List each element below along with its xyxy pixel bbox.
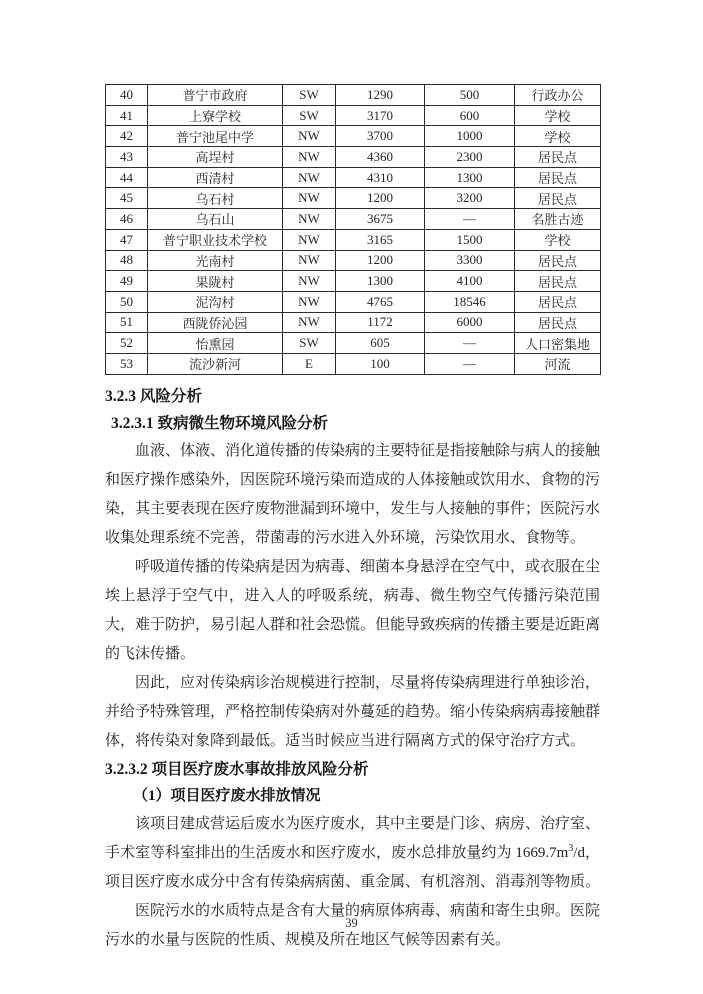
table-cell: NW <box>283 291 336 312</box>
heading-3-2-3-2: 3.2.3.2 项目医疗废水事故排放风险分析 <box>105 760 369 778</box>
table-cell: 49 <box>106 271 148 292</box>
paragraph-blood-transmission: 血液、体液、消化道传播的传染病的主要特征是指接触除与病人的接触和医疗操作感染外，因医院环境污染而造成的人体接触或饮用水、食物的污染，其主要表现在医疗废物泄漏到环境中，发生与人接触的事件；医院污水收集处理系统不完善，带菌毒的污水进入外环境，污染饮用水、食物等。 <box>105 442 601 546</box>
table-cell: 18546 <box>425 291 515 312</box>
table-cell: NW <box>283 126 336 147</box>
table-cell: 普宁池尾中学 <box>148 126 283 147</box>
table-cell: 1290 <box>336 85 425 106</box>
table-cell: 居民点 <box>515 188 601 209</box>
wastewater-text-after: /d，项目医疗废水成分中含有传染病病菌、重金属、有机溶剂、消毒剂等物质。 <box>105 844 601 890</box>
table-cell: 48 <box>106 250 148 271</box>
table-row <box>106 333 601 354</box>
table-cell: NW <box>283 147 336 168</box>
table-cell: 泥沟村 <box>148 291 283 312</box>
table-cell: 53 <box>106 353 148 374</box>
table-cell: 600 <box>425 105 515 126</box>
paragraph-control-measures: 因此，应对传染病诊治规模进行控制，尽量将传染病理进行单独诊治，并给予特殊管理，严格控制传染病对外蔓延的趋势。缩小传染病病毒接触群体，将传染对象降到最低。适当时候应当进行隔离方式的保守治疗方式。 <box>105 674 601 749</box>
table-cell: NW <box>283 250 336 271</box>
table-cell: 3200 <box>425 188 515 209</box>
table-cell: 3700 <box>336 126 425 147</box>
table-cell: 2300 <box>425 147 515 168</box>
table-row <box>106 85 601 106</box>
table-cell: — <box>425 209 515 230</box>
table-cell: 40 <box>106 85 148 106</box>
table-row <box>106 209 601 230</box>
table-cell: SW <box>283 85 336 106</box>
table-cell: 6000 <box>425 312 515 333</box>
table-row <box>106 353 601 374</box>
table-cell: SW <box>283 105 336 126</box>
table-cell: 41 <box>106 105 148 126</box>
table-cell: 怡熏园 <box>148 333 283 354</box>
table-cell: 居民点 <box>515 147 601 168</box>
table-cell: 1200 <box>336 188 425 209</box>
table-row <box>106 167 601 188</box>
table-cell: 46 <box>106 209 148 230</box>
table-cell: 51 <box>106 312 148 333</box>
table-cell: NW <box>283 229 336 250</box>
table-cell: NW <box>283 167 336 188</box>
table-cell: 居民点 <box>515 250 601 271</box>
paragraph-respiratory-transmission: 呼吸道传播的传染病是因为病毒、细菌本身悬浮在空气中，或衣服在尘埃上悬浮于空气中，进入人的呼吸系统，病毒、微生物空气传播污染范围大，难于防护，易引起人群和社会恐慌。但能导致疾病的传播主要是近距离的飞沫传播。 <box>105 558 601 662</box>
table-row <box>106 229 601 250</box>
table-cell: 52 <box>106 333 148 354</box>
table-cell: 1500 <box>425 229 515 250</box>
table-cell: E <box>283 353 336 374</box>
table-row <box>106 147 601 168</box>
table-cell: 3675 <box>336 209 425 230</box>
table-cell: 学校 <box>515 126 601 147</box>
heading-wastewater-discharge: （1）项目医疗废水排放情况 <box>133 787 321 804</box>
table-cell: NW <box>283 312 336 333</box>
table-cell: 3165 <box>336 229 425 250</box>
table-cell: 普宁市政府 <box>148 85 283 106</box>
table-cell: 居民点 <box>515 312 601 333</box>
table-cell: 乌石村 <box>148 188 283 209</box>
table-cell: 人口密集地 <box>515 333 601 354</box>
table-cell: 43 <box>106 147 148 168</box>
table-cell: NW <box>283 209 336 230</box>
table-cell: 605 <box>336 333 425 354</box>
table-cell: 47 <box>106 229 148 250</box>
table-cell: 42 <box>106 126 148 147</box>
table-row <box>106 312 601 333</box>
page-content <box>105 84 600 955</box>
table-cell: 1200 <box>336 250 425 271</box>
table-cell: 44 <box>106 167 148 188</box>
table-cell: 行政办公 <box>515 85 601 106</box>
table-cell: 河流 <box>515 353 601 374</box>
table-cell: 高埕村 <box>148 147 283 168</box>
table-cell: 普宁职业技术学校 <box>148 229 283 250</box>
table-cell: 名胜古迹 <box>515 209 601 230</box>
table-cell: 光南村 <box>148 250 283 271</box>
table-cell: 3300 <box>425 250 515 271</box>
table-cell: SW <box>283 333 336 354</box>
table-cell: 学校 <box>515 229 601 250</box>
table-cell: 1300 <box>425 167 515 188</box>
table-cell: 100 <box>336 353 425 374</box>
hazard-table-body <box>106 85 601 375</box>
table-cell: NW <box>283 188 336 209</box>
table-row <box>106 126 601 147</box>
table-cell: 1172 <box>336 312 425 333</box>
table-cell: — <box>425 333 515 354</box>
paragraph-water-quality: 医院污水的水质特点是含有大量的病原体病毒、病菌和寄生虫卵。医院污水的水量与医院的性质、规模及所在地区气候等因素有关。 <box>105 902 601 948</box>
table-cell: 1300 <box>336 271 425 292</box>
table-cell: NW <box>283 271 336 292</box>
table-row <box>106 105 601 126</box>
table-cell: 45 <box>106 188 148 209</box>
table-cell: 4765 <box>336 291 425 312</box>
table-row <box>106 250 601 271</box>
table-cell: 西清村 <box>148 167 283 188</box>
table-cell: 居民点 <box>515 167 601 188</box>
page-number: 39 <box>345 916 358 930</box>
table-cell: 居民点 <box>515 271 601 292</box>
table-cell: 4360 <box>336 147 425 168</box>
hazard-table <box>105 84 601 375</box>
table-cell: 4310 <box>336 167 425 188</box>
table-row <box>106 271 601 292</box>
table-cell: 居民点 <box>515 291 601 312</box>
table-row <box>106 291 601 312</box>
table-cell: 果陇村 <box>148 271 283 292</box>
table-cell: 西陇侨沁园 <box>148 312 283 333</box>
table-cell: 3170 <box>336 105 425 126</box>
table-cell: 乌石山 <box>148 209 283 230</box>
table-cell: 500 <box>425 85 515 106</box>
heading-3-2-3-1: 3.2.3.1 致病微生物环境风险分析 <box>111 414 329 432</box>
cubic-superscript: 3 <box>568 842 574 854</box>
table-cell: 4100 <box>425 271 515 292</box>
table-cell: 学校 <box>515 105 601 126</box>
table-cell: 上寮学校 <box>148 105 283 126</box>
table-cell: 流沙新河 <box>148 353 283 374</box>
table-cell: — <box>425 353 515 374</box>
table-cell: 1000 <box>425 126 515 147</box>
wastewater-text-before: 该项目建成营运后废水为医疗废水，其中主要是门诊、病房、治疗室、手术室等科室排出的生活废水和医疗废水，废水总排放量约为 1669.7m <box>105 815 601 861</box>
table-cell: 50 <box>106 291 148 312</box>
paragraph-wastewater-volume <box>105 810 600 897</box>
heading-3-2-3: 3.2.3 风险分析 <box>105 387 202 405</box>
table-row <box>106 188 601 209</box>
